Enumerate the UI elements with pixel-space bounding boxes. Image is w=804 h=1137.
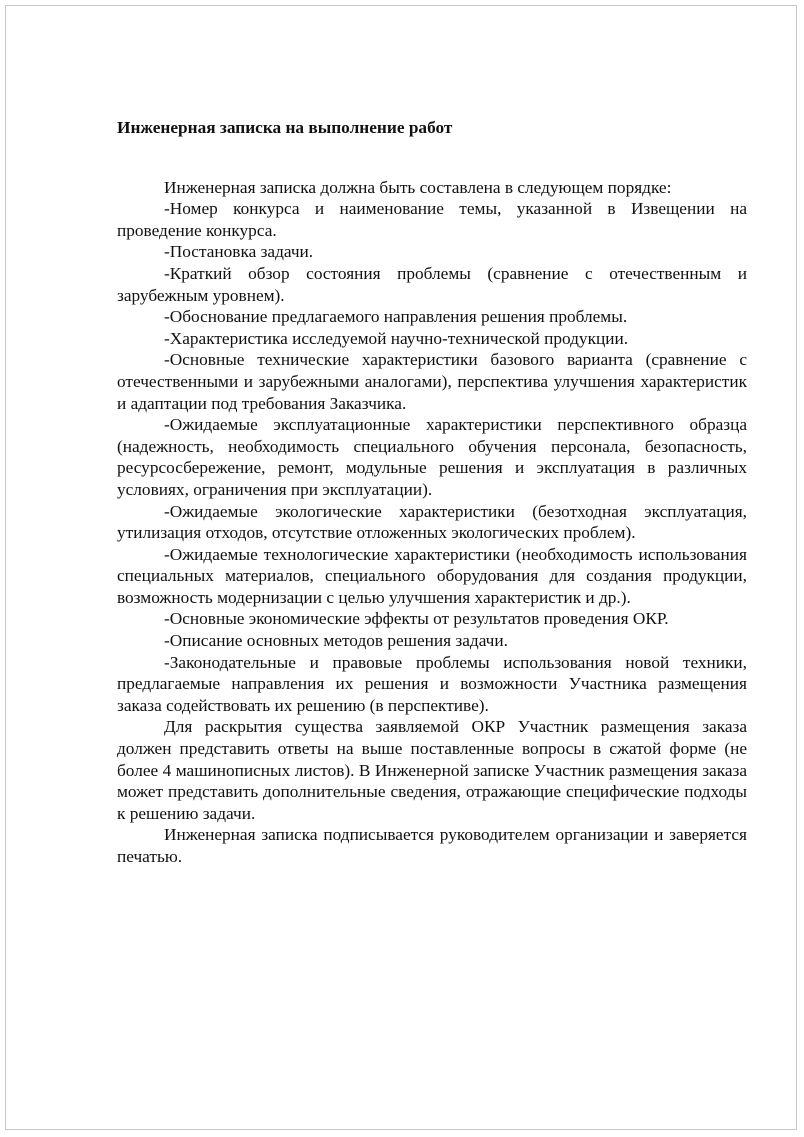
paragraph-intro: Инженерная записка должна быть составлена в следующем порядке: — [164, 177, 672, 197]
paragraph-item-solution-methods: -Описание основных методов решения задачи. — [164, 631, 508, 651]
paragraph-item-legal-problems: -Законодательные и правовые проблемы использования новой техники, предлагаемые направления их решения и возможности Участника размещения заказа содействовать их решению (в перспективе). — [117, 652, 747, 715]
title-spacer — [117, 139, 747, 177]
paragraph-item-solution-justification: -Обоснование предлагаемого направления решения проблемы. — [164, 307, 628, 327]
document-title: Инженерная записка на выполнение работ — [117, 118, 453, 137]
paragraph-item-product-characteristics: -Характеристика исследуемой научно-технической продукции. — [164, 328, 629, 348]
paragraph-item-task-statement: -Постановка задачи. — [164, 242, 314, 262]
paragraph-item-problem-overview: -Краткий обзор состояния проблемы (сравнение с отечественным и зарубежным уровнем). — [117, 263, 747, 305]
paragraph-item-contest-number: -Номер конкурса и наименование темы, указанной в Извещении на проведение конкурса. — [117, 199, 747, 240]
paragraph-item-economic-effects: -Основные экономические эффекты от результатов проведения ОКР. — [164, 609, 669, 629]
paragraph-signature: Инженерная записка подписывается руководителем организации и заверяется печатью. — [117, 825, 747, 866]
paragraph-disclosure: Для раскрытия существа заявляемой ОКР Участник размещения заказа должен представить ответы на выше поставленные вопросы в сжатой форме (не более 4 машинописных листов). В Инженерной записке Участник размещения заказа может представить дополнительные сведения, отражающие специфические подходы к решению задачи. — [117, 717, 747, 823]
document-body — [117, 117, 747, 868]
paragraph-item-technological-characteristics: -Ожидаемые технологические характеристики (необходимость использования специальных материалов, специального оборудования для создания продукции, возможность модернизации с целью улучшения характеристик и др.). — [117, 544, 747, 607]
paragraph-item-ecological-characteristics: -Ожидаемые экологические характеристики (безотходная эксплуатация, утилизация отходов, отсутствие отложенных экологических проблем). — [117, 501, 747, 543]
document-page — [5, 5, 797, 1130]
paragraph-item-operational-characteristics: -Ожидаемые эксплуатационные характеристики перспективного образца (надежность, необходимость специального обучения персонала, безопасность, ресурсосбережение, ремонт, модульные решения и эксплуатация в различных условиях, ограничения при эксплуатации). — [117, 415, 747, 499]
paragraph-item-technical-characteristics: -Основные технические характеристики базового варианта (сравнение с отечественными и зарубежными аналогами), перспектива улучшения характеристик и адаптации под требования Заказчика. — [117, 350, 747, 413]
